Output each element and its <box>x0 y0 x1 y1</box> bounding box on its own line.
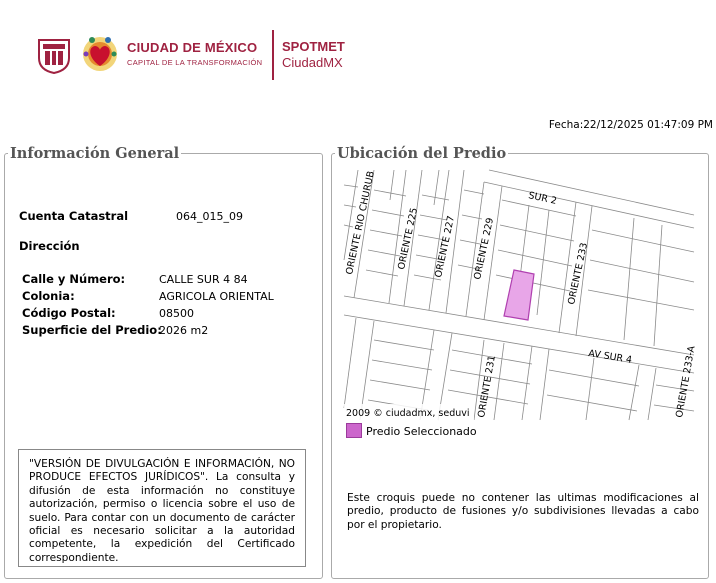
codigo-postal-value: 08500 <box>159 307 194 320</box>
colonia-value: AGRICOLA ORIENTAL <box>159 290 274 303</box>
heart-emblem-icon <box>80 30 120 80</box>
location-map[interactable] <box>344 170 698 420</box>
map-street-label: AV SUR 4 <box>587 348 633 366</box>
superficie-label: Superficie del Predio: <box>22 323 162 337</box>
map-street-label: ORIENTE 233-A <box>674 345 698 419</box>
map-street-label: ORIENTE 233 <box>566 241 591 306</box>
cuenta-catastral-value: 064_015_09 <box>176 210 243 223</box>
app-name-line1: SPOTMET <box>282 39 345 54</box>
codigo-postal-label: Código Postal: <box>22 306 116 320</box>
map-copyright: 2009 © ciudadmx, seduvi <box>346 408 470 419</box>
header-divider <box>272 30 274 80</box>
app-name-line2: CiudadMX <box>282 55 343 70</box>
map-street-label: ORIENTE 225 <box>396 206 421 271</box>
brand-subtitle: CAPITAL DE LA TRANSFORMACIÓN <box>127 58 263 67</box>
ubicacion-predio-legend: Ubicación del Predio <box>337 145 507 162</box>
colonia-label: Colonia: <box>22 289 75 303</box>
map-street-label: ORIENTE 229 <box>472 216 497 281</box>
fecha-value: 22/12/2025 01:47:09 PM <box>583 119 713 131</box>
legal-disclaimer: "VERSIÓN DE DIVULGACIÓN E INFORMACIÓN, NO PRODUCE EFECTOS JURÍDICOS". La consulta y difusión de esta información no constituye autorización, permiso o licencia sobre el uso de suelo. Para contar con un documento de carácter oficial es necesario solicitar a la autoridad competente, la expedición del Certificado correspondiente. <box>18 449 306 567</box>
selected-parcel-legend-label: Predio Seleccionado <box>366 425 477 438</box>
info-general-legend: Información General <box>10 145 180 162</box>
direccion-label: Dirección <box>19 239 80 253</box>
map-disclaimer-note: Este croquis puede no contener las ultimas modificaciones al predio, producto de fusiones y/o subdivisiones llevadas a cabo por el propietario. <box>347 492 699 531</box>
cdmx-shield-icon <box>37 38 71 74</box>
map-street-label: ORIENTE 227 <box>433 214 458 279</box>
selected-parcel-swatch <box>346 423 362 438</box>
calle-numero-value: CALLE SUR 4 84 <box>159 273 248 286</box>
superficie-value: 2026 m2 <box>159 324 209 337</box>
fecha-timestamp <box>549 119 713 131</box>
map-street-label: ORIENTE RIO CHURUB <box>344 170 377 276</box>
calle-numero-label: Calle y Número: <box>22 272 126 286</box>
fecha-label: Fecha : <box>549 119 583 131</box>
map-street-label: ORIENTE 231 <box>476 354 498 419</box>
cuenta-catastral-label: Cuenta Catastral <box>19 209 129 223</box>
brand-title: CIUDAD DE MÉXICO <box>127 40 258 55</box>
map-street-label: SUR 2 <box>527 190 558 207</box>
